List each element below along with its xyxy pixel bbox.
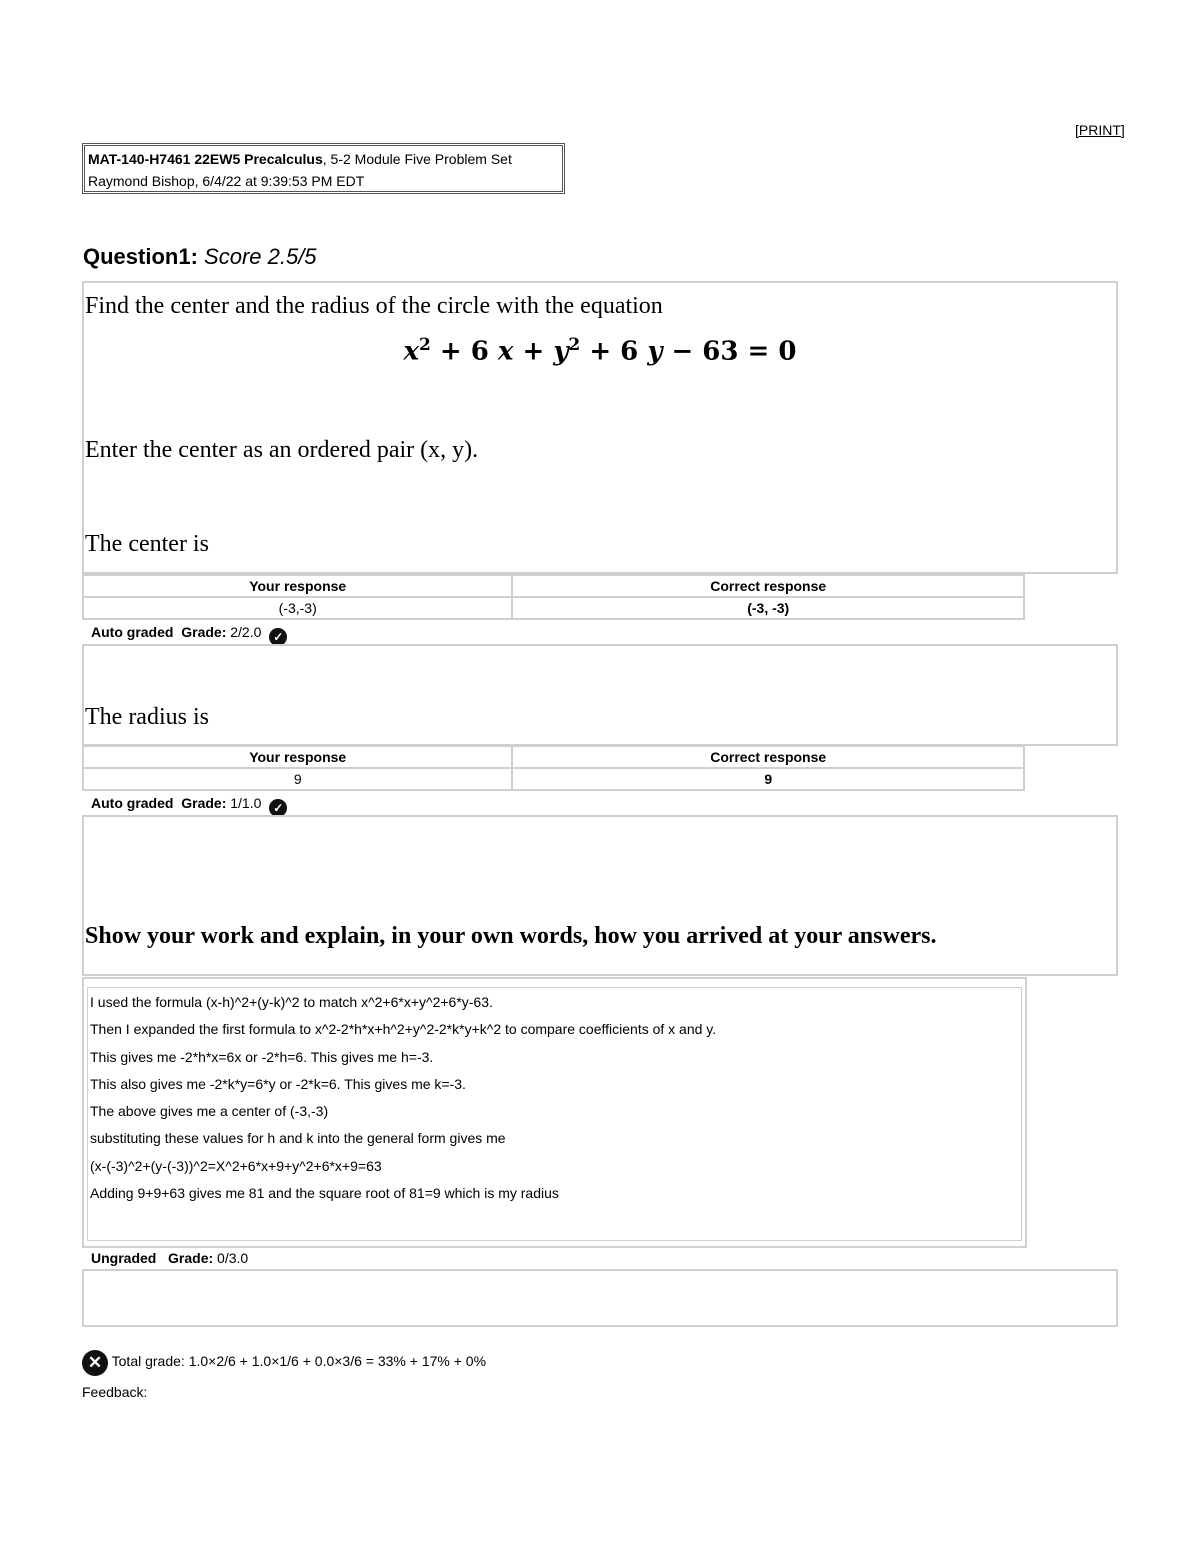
eq-p3: + 6 xyxy=(580,336,639,367)
eq-x2: x xyxy=(497,336,514,367)
course-name: MAT-140-H7461 22EW5 Precalculus xyxy=(88,151,323,167)
x-circle-icon: ✕ xyxy=(82,1350,108,1376)
eq-p4: − 63 = 0 xyxy=(662,336,797,367)
check-circle-icon: ✓ xyxy=(269,799,287,817)
work-line: substituting these values for h and k into the general form gives me xyxy=(90,1130,506,1147)
radius-grade-type: Auto graded xyxy=(91,795,174,811)
center-your-response: (-3,-3) xyxy=(83,597,512,619)
radius-grade-label: Grade: xyxy=(181,795,227,811)
eq-p1: + 6 xyxy=(430,336,489,367)
eq-exp1: 2 xyxy=(419,335,431,355)
radius-label: The radius is xyxy=(85,704,209,730)
work-grade xyxy=(91,1250,248,1266)
center-grade-label: Grade: xyxy=(181,624,227,640)
eq-y2: y xyxy=(647,336,663,367)
radius-grade xyxy=(91,795,287,817)
feedback-label: Feedback: xyxy=(82,1384,148,1400)
center-label: The center is xyxy=(85,531,209,557)
eq-x: x xyxy=(403,336,420,367)
work-response-box xyxy=(82,977,1027,1248)
work-prompt-panel xyxy=(82,815,1118,976)
total-grade: Total grade: 1.0×2/6 + 1.0×1/6 + 0.0×3/6 = 33% + 17% + 0% xyxy=(111,1353,487,1369)
total-grade-line xyxy=(82,1350,486,1376)
work-prompt: Show your work and explain, in your own words, how you arrived at your answers. xyxy=(85,923,937,949)
work-line: The above gives me a center of (-3,-3) xyxy=(90,1103,329,1120)
center-grade-type: Auto graded xyxy=(91,624,174,640)
center-correct-response: (-3, -3) xyxy=(512,597,1024,619)
eq-p2: + xyxy=(513,336,554,367)
correct-response-header: Correct response xyxy=(512,746,1024,768)
question-prompt: Find the center and the radius of the circle with the equation xyxy=(85,293,663,319)
empty-panel xyxy=(82,1269,1118,1327)
radius-panel xyxy=(82,644,1118,746)
student-line: Raymond Bishop, 6/4/22 at 9:39:53 PM EDT xyxy=(88,173,365,189)
work-line: Then I expanded the first formula to x^2-2*h*x+h^2+y^2-2*k*y+k^2 to compare coefficients of x and y. xyxy=(90,1021,717,1038)
assignment-name: , 5-2 Module Five Problem Set xyxy=(322,151,512,167)
eq-exp2: 2 xyxy=(568,335,581,355)
center-response-table xyxy=(82,574,1025,620)
work-response-text xyxy=(87,987,1022,1241)
center-instruction: Enter the center as an ordered pair (x, y). xyxy=(85,437,479,463)
your-response-header: Your response xyxy=(83,575,512,597)
center-grade xyxy=(91,624,287,646)
correct-response-header: Correct response xyxy=(512,575,1024,597)
assignment-header xyxy=(82,143,565,194)
work-line: (x-(-3)^2+(y-(-3))^2=X^2+6*x+9+y^2+6*x+9=63 xyxy=(90,1157,382,1174)
check-circle-icon: ✓ xyxy=(269,628,287,646)
radius-response-table xyxy=(82,745,1025,791)
print-link[interactable]: [PRINT] xyxy=(1075,122,1125,138)
question-name: Question1: xyxy=(83,244,198,269)
question-panel xyxy=(82,281,1118,574)
work-line: Adding 9+9+63 gives me 81 and the square root of 81=9 which is my radius xyxy=(90,1185,559,1202)
work-grade-value: 0/3.0 xyxy=(217,1250,249,1266)
radius-correct-response: 9 xyxy=(512,768,1024,790)
question-title xyxy=(83,244,317,270)
work-grade-type: Ungraded xyxy=(91,1250,157,1266)
work-line: This also gives me -2*k*y=6*y or -2*k=6. This gives me k=-3. xyxy=(90,1075,466,1092)
eq-y: y xyxy=(553,336,569,367)
work-grade-label: Grade: xyxy=(168,1250,214,1266)
radius-grade-value: 1/1.0 xyxy=(230,795,262,811)
question-score: Score 2.5/5 xyxy=(204,244,317,269)
work-line: This gives me -2*h*x=6x or -2*h=6. This gives me h=-3. xyxy=(90,1048,434,1065)
circle-equation xyxy=(84,335,1116,367)
center-grade-value: 2/2.0 xyxy=(230,624,262,640)
your-response-header: Your response xyxy=(83,746,512,768)
radius-your-response: 9 xyxy=(83,768,512,790)
work-line: I used the formula (x-h)^2+(y-k)^2 to match x^2+6*x+y^2+6*y-63. xyxy=(90,994,493,1010)
